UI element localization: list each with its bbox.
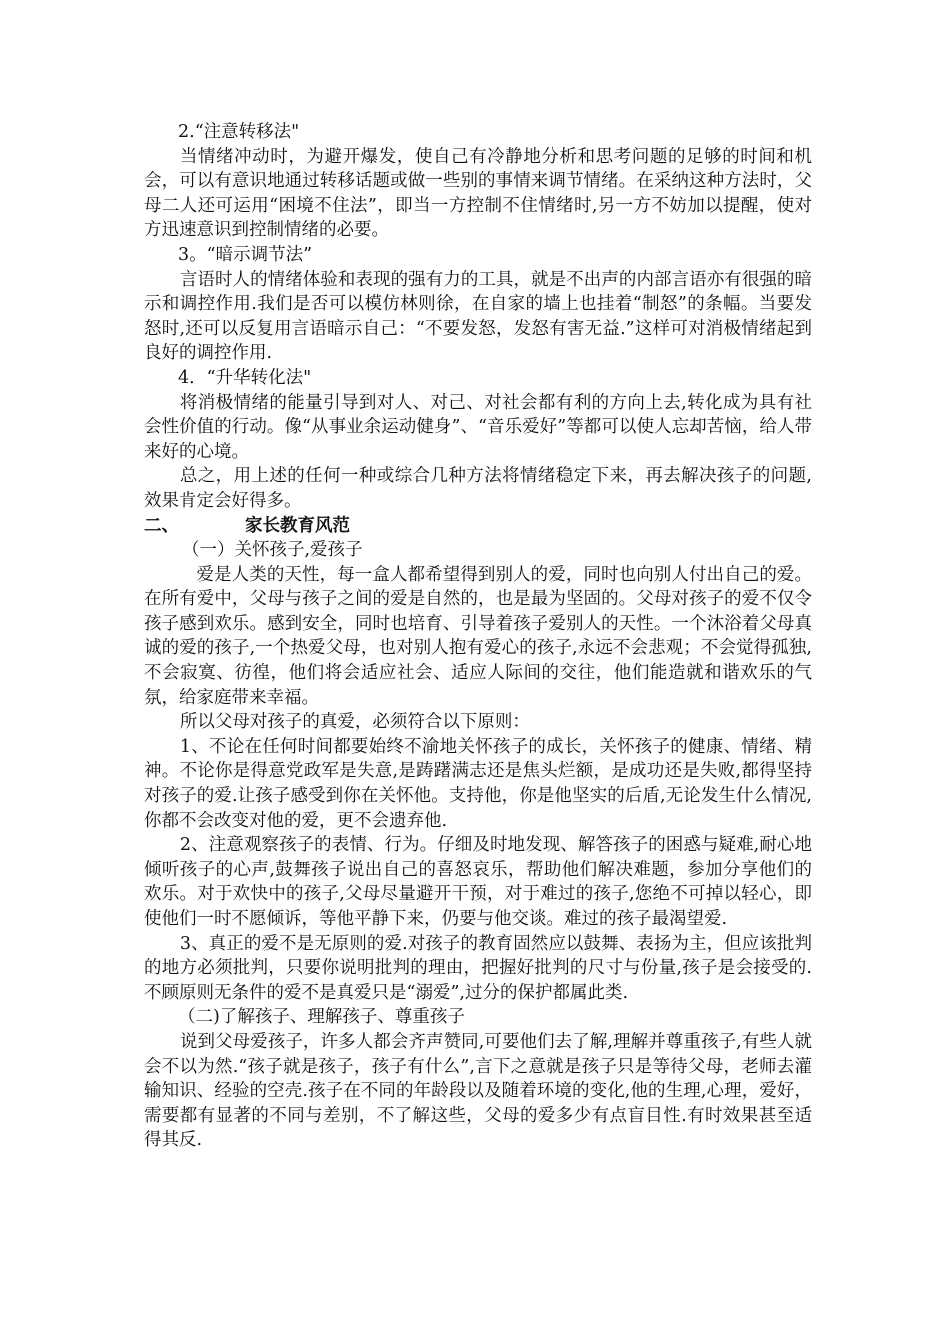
paragraph: 说到父母爱孩子，许多人都会齐声赞同,可要他们去了解,理解并尊重孩子,有些人就会不以为然.“孩子就是孩子，孩子有什么”,言下之意就是孩子只是等待父母，老师去灌输知识、经验的空壳.孩子在不同的年龄段以及随着环境的变化,他的生理,心理，爱好，需要都有显著的不同与差别，不了解这些，父母的爱多少有点盲目性.有时效果甚至适得其反. bbox=[144, 1031, 812, 1151]
subheading-attention-shift: 2.“注意转移法" bbox=[178, 122, 300, 142]
paragraph: 1、不论在任何时间都要始终不渝地关怀孩子的成长，关怀孩子的健康、情绪、精神。不论你是得意党政军是失意,是踌躇满志还是焦头烂额，是成功还是失败,都得坚持对孩子的爱.让孩子感受到你在关怀他。支持他，你是他坚实的后盾,无论发生什么情况,你都不会改变对他的爱，更不会遗弃他. bbox=[144, 736, 812, 831]
paragraph: 所以父母对孩子的真爱，必须符合以下原则： bbox=[179, 712, 530, 733]
paragraph: 当情绪冲动时，为避开爆发，使自己有冷静地分析和思考问题的足够的时间和机会，可以有意识地通过转移话题或做一些别的事情来调节情绪。在采纳这种方法时，父母二人还可运用“困境不住法”，即当一方控制不住情绪时,另一方不妨加以提醒，使对方迅速意识到控制情绪的必要。 bbox=[144, 146, 812, 241]
subheading-sublimation: 4．“升华转化法" bbox=[178, 367, 312, 388]
paragraph: 爱是人类的天性，每一盒人都希望得到别人的爱，同时也向别人付出自己的爱。在所有爱中，父母与孩子之间的爱是自然的，也是最为坚固的。父母对孩子的爱不仅令孩子感到欢乐。感到安全，同时也培育、引导着孩子爱别人的天性。一个沐浴着父母真诚的爱的孩子,一个热爱父母，也对别人抱有爱心的孩子,永远不会悲观；不会觉得孤独,不会寂寞、彷徨，他们将会适应社会、适应人际间的交往，他们能造就和谐欢乐的气氛，给家庭带来幸福。 bbox=[144, 564, 812, 708]
paragraph: 将消极情绪的能量引导到对人、对己、对社会都有利的方向上去,转化成为具有社会性价值的行动。像“从事业余运动健身”、“音乐爱好”等都可以使人忘却苦恼，给人带来好的心境。 bbox=[144, 392, 812, 462]
section-number: 二、 bbox=[144, 515, 179, 536]
subheading-suggestion-adjust: 3。“暗示调节法” bbox=[178, 244, 313, 265]
subheading-care-love: （一）关怀孩子,爱孩子 bbox=[182, 540, 363, 561]
subheading-understand-respect: （二)了解孩子、理解孩子、尊重孩子 bbox=[178, 1007, 465, 1028]
paragraph: 言语时人的情绪体验和表现的强有力的工具，就是不出声的内部言语亦有很强的暗示和调控作用.我们是否可以模仿林则徐，在自家的墙上也挂着“制怒”的条幅。当要发怒时,还可以反复用言语暗示自己：“不要发怒，发怒有害无益.”这样可对消极情绪起到良好的调控作用. bbox=[144, 269, 812, 364]
paragraph: 总之，用上述的任何一种或综合几种方法将情绪稳定下来，再去解决孩子的问题,效果肯定会好得多。 bbox=[144, 466, 812, 511]
document-body bbox=[144, 120, 812, 1153]
paragraph: 2、注意观察孩子的表情、行为。仔细及时地发现、解答孩子的困惑与疑难,耐心地倾听孩子的心声,鼓舞孩子说出自己的喜怒哀乐，帮助他们解决难题，参加分享他们的欢乐。对于欢快中的孩子,父母尽量避开干预，对于难过的孩子,您绝不可掉以轻心，即使他们一时不愿倾诉，等他平静下来，仍要与他交谈。难过的孩子最渴望爱. bbox=[144, 835, 812, 929]
section-title: 家长教育风范 bbox=[245, 515, 350, 536]
section-heading bbox=[144, 514, 812, 539]
paragraph: 3、真正的爱不是无原则的爱.对孩子的教育固然应以鼓舞、表扬为主，但应该批判的地方必须批判，只要你说明批判的理由，把握好批判的尺寸与份量,孩子是会接受的.不顾原则无条件的爱不是真爱只是“溺爱”,过分的保护都属此类. bbox=[144, 933, 812, 1003]
